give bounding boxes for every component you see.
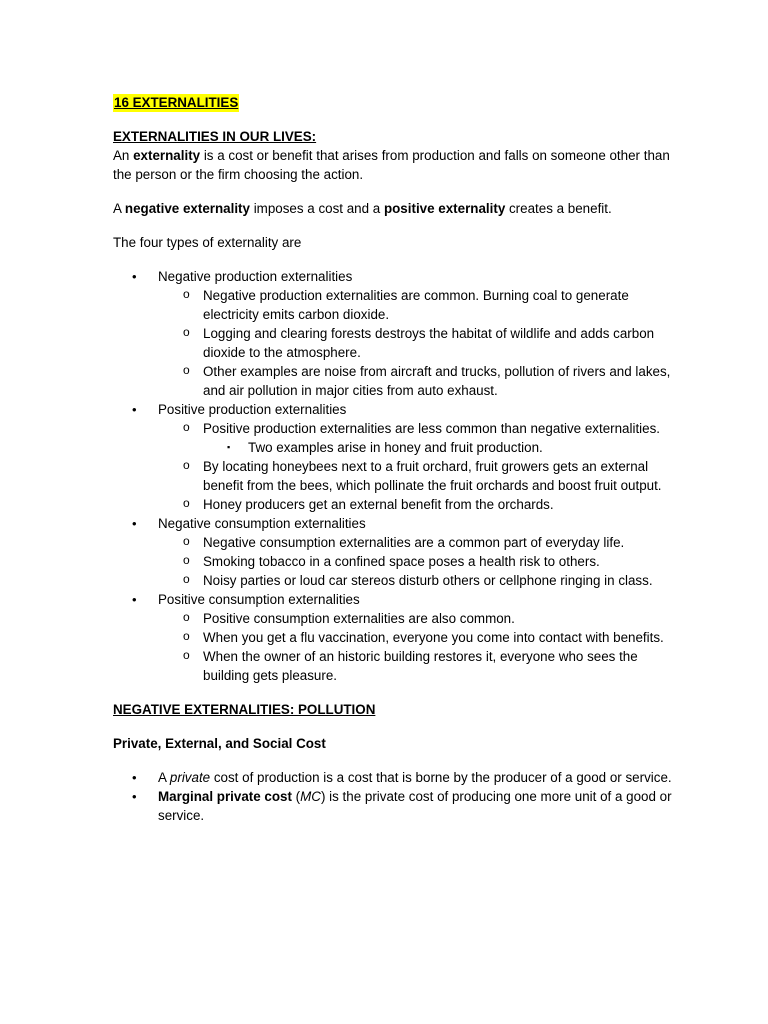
bullet-icon: •	[132, 789, 137, 804]
sub-list	[158, 609, 673, 685]
bullet-icon: •	[132, 269, 137, 284]
circle-bullet-icon: o	[183, 534, 190, 548]
circle-bullet-icon: o	[183, 553, 190, 567]
circle-bullet-icon: o	[183, 572, 190, 586]
circle-bullet-icon: o	[183, 287, 190, 301]
circle-bullet-icon: o	[183, 496, 190, 510]
list-item: • Marginal private cost (MC) is the private cost of producing one more unit of a good or service.	[132, 789, 672, 823]
list-item: o Honey producers get an external benefit from the orchards.	[183, 496, 554, 512]
circle-bullet-icon: o	[183, 610, 190, 624]
list-item: o By locating honeybees next to a fruit orchard, fruit growers gets an external benefit from the bees, which pollinate the fruit orchards and boost fruit output.	[183, 458, 662, 493]
types-intro: The four types of externality are	[113, 235, 302, 250]
list-item: • Negative production externalities o Negative production externalities are common. Burning coal to generate electricity emits carbon dioxide. o Logging and clearing forests destroys the habitat of wildlife and adds carbon dioxide to the atmosphere. o Other examples are noise from aircraft and trucks, pollution of rivers and lakes, and air pollution in major cities from auto exhaust.	[113, 267, 673, 400]
circle-bullet-icon: o	[183, 648, 190, 662]
externality-types-list	[113, 267, 673, 685]
list-item: o Negative consumption externalities are a common part of everyday life.	[183, 534, 625, 550]
sub-list	[158, 533, 673, 590]
circle-bullet-icon: o	[183, 629, 190, 643]
list-item: o When the owner of an historic building restores it, everyone who sees the building gets pleasure.	[183, 648, 638, 683]
sub-list	[158, 419, 673, 514]
list-item: • Negative consumption externalities o Negative consumption externalities are a common part of everyday life. o Smoking tobacco in a confined space poses a health risk to others. o Noisy parties or loud car stereos disturb others or cellphone ringing in class.	[113, 514, 673, 590]
page-title-line	[113, 93, 673, 112]
term-mc: MC	[300, 789, 321, 804]
section-heading-externalities: EXTERNALITIES IN OUR LIVES:	[113, 129, 317, 144]
sub-list	[158, 286, 673, 400]
circle-bullet-icon: o	[183, 325, 190, 339]
square-bullet-icon: ▪	[227, 442, 231, 452]
bullet-icon: •	[132, 516, 137, 531]
list-item: ▪ Two examples arise in honey and fruit production.	[227, 440, 543, 455]
cost-definitions-list	[113, 768, 673, 825]
list-item: o Smoking tobacco in a confined space poses a health risk to others.	[183, 553, 600, 569]
page-title: 16 EXTERNALITIES	[114, 95, 239, 110]
negative-positive-definition: A negative externality imposes a cost and a positive externality creates a benefit.	[113, 201, 612, 216]
sub-sub-list	[203, 438, 673, 457]
term-private: private	[169, 770, 211, 785]
list-item: o Other examples are noise from aircraft and trucks, pollution of rivers and lakes, and air pollution in major cities from auto exhaust.	[183, 363, 671, 398]
term-externality: externality	[133, 148, 201, 163]
document-page	[113, 93, 673, 825]
list-item: o Noisy parties or loud car stereos disturb others or cellphone ringing in class.	[183, 572, 653, 588]
bullet-icon: •	[132, 770, 137, 785]
section-heading-pollution: NEGATIVE EXTERNALITIES: POLLUTION	[113, 702, 376, 717]
list-item: o When you get a flu vaccination, everyone you come into contact with benefits.	[183, 629, 664, 645]
list-item: o Positive production externalities are less common than negative externalities. ▪ Two examples arise in honey and fruit production.	[158, 419, 673, 457]
term-marginal-private-cost: Marginal private cost	[158, 789, 292, 804]
bullet-icon: •	[132, 592, 137, 607]
bullet-icon: •	[132, 402, 137, 417]
list-item: • Positive consumption externalities o Positive consumption externalities are also common. o When you get a flu vaccination, everyone you come into contact with benefits. o When the owner of an historic building restores it, everyone who sees the building gets pleasure.	[113, 590, 673, 685]
term-positive-externality: positive externality	[383, 201, 506, 216]
list-item: • A private cost of production is a cost that is borne by the producer of a good or service.	[132, 770, 672, 785]
list-item: o Logging and clearing forests destroys the habitat of wildlife and adds carbon dioxide to the atmosphere.	[183, 325, 655, 360]
circle-bullet-icon: o	[183, 420, 190, 434]
list-item: • Positive production externalities o Positive production externalities are less common than negative externalities. ▪ Two examples arise in honey and fruit production. o By locating honeybees next to a fruit orchard, fruit growers gets an external benefit from the bees, which pollinate the fruit orchards and boost fruit output. o Honey producers get an external benefit from the orchards.	[113, 400, 673, 514]
subheading-costs: Private, External, and Social Cost	[113, 736, 326, 751]
circle-bullet-icon: o	[183, 363, 190, 377]
list-item: o Negative production externalities are common. Burning coal to generate electricity emits carbon dioxide.	[183, 287, 629, 322]
externality-definition: An externality is a cost or benefit that arises from production and falls on someone other than the person or the firm choosing the action.	[113, 148, 670, 182]
circle-bullet-icon: o	[183, 458, 190, 472]
list-item: o Positive consumption externalities are also common.	[183, 610, 515, 626]
term-negative-externality: negative externality	[124, 201, 250, 216]
